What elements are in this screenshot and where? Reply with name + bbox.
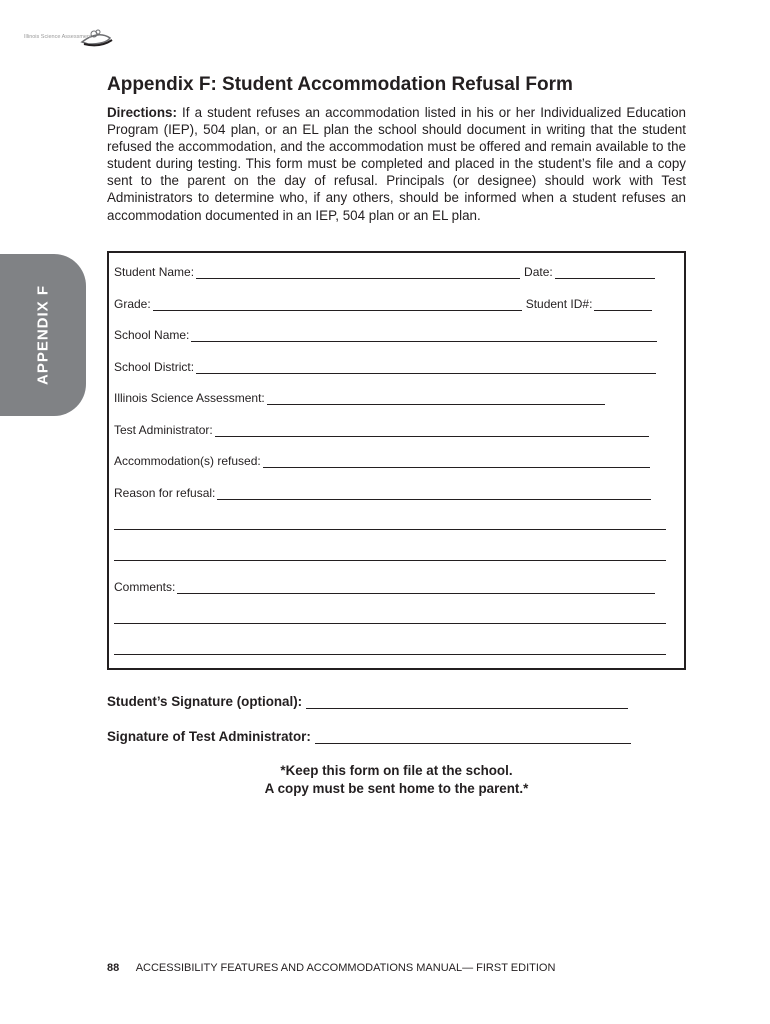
directions-text: If a student refuses an accommodation listed in his or her Individualized Education Program (IEP), 504 plan, or an EL plan the school should document in writing that the student refused the accommodation, and the accommodation must be offered and remain available to the student during testing. This form must be completed and placed in the student’s file and a copy sent to the parent on the day of refusal. Principals (or designee) should work with Test Administrators to determine who, if any others, should be informed when a student refuses an accommodation documented in an IEP, 504 plan or an EL plan. xyxy=(107,105,686,223)
administrator-signature-label: Signature of Test Administrator: xyxy=(107,729,311,744)
copy-home-note: A copy must be sent home to the parent.* xyxy=(264,781,529,796)
comments-field[interactable] xyxy=(114,580,655,594)
manual-title: ACCESSIBILITY FEATURES AND ACCOMMODATIONS MANUAL— FIRST EDITION xyxy=(135,962,556,974)
administrator-signature-field[interactable] xyxy=(107,729,631,744)
school-name-label: School Name: xyxy=(114,328,190,342)
assessment-label: Illinois Science Assessment: xyxy=(114,391,265,405)
keep-on-file-note: *Keep this form on file at the school. xyxy=(280,763,513,778)
accommodations-refused-label: Accommodation(s) refused: xyxy=(114,454,261,468)
school-district-line[interactable] xyxy=(196,363,656,374)
page-footer xyxy=(107,962,555,974)
student-id-label: Student ID#: xyxy=(525,297,593,311)
student-signature-line[interactable] xyxy=(306,697,628,709)
school-district-label: School District: xyxy=(114,360,195,374)
assessment-line[interactable] xyxy=(267,394,605,405)
test-administrator-line[interactable] xyxy=(215,426,649,437)
date-label: Date: xyxy=(524,265,553,279)
refusal-form xyxy=(107,251,686,670)
accommodations-refused-field[interactable] xyxy=(114,454,650,468)
reason-extra-line[interactable] xyxy=(114,560,666,561)
reason-label: Reason for refusal: xyxy=(114,486,216,500)
appendix-side-tab xyxy=(0,254,86,416)
comments-extra-line[interactable] xyxy=(114,623,666,624)
grade-line[interactable] xyxy=(153,300,522,311)
administrator-signature-line[interactable] xyxy=(315,732,631,744)
comments-extra-line[interactable] xyxy=(114,654,666,655)
header-logo-text: Illinois Science Assessment xyxy=(24,34,92,40)
page-number: 88 xyxy=(107,962,120,974)
accommodations-refused-line[interactable] xyxy=(263,457,650,468)
student-signature-label: Student’s Signature (optional): xyxy=(107,694,303,709)
page-title: Appendix F: Student Accommodation Refusal Form xyxy=(107,74,573,95)
student-signature-field[interactable] xyxy=(107,694,628,709)
school-name-line[interactable] xyxy=(191,331,657,342)
directions-paragraph xyxy=(107,104,686,224)
grade-label: Grade: xyxy=(114,297,151,311)
side-tab-label: APPENDIX F xyxy=(34,284,52,386)
grade-field[interactable] xyxy=(114,297,652,311)
student-name-label: Student Name: xyxy=(114,265,195,279)
student-name-field[interactable] xyxy=(114,265,655,279)
date-line[interactable] xyxy=(555,268,655,279)
comments-line[interactable] xyxy=(177,583,655,594)
assessment-field[interactable] xyxy=(114,391,605,405)
school-name-field[interactable] xyxy=(114,328,657,342)
school-district-field[interactable] xyxy=(114,360,656,374)
reason-extra-line[interactable] xyxy=(114,529,666,530)
test-administrator-label: Test Administrator: xyxy=(114,423,213,437)
comments-label: Comments: xyxy=(114,580,176,594)
reason-line[interactable] xyxy=(217,489,651,500)
reason-field[interactable] xyxy=(114,486,651,500)
test-administrator-field[interactable] xyxy=(114,423,649,437)
student-name-line[interactable] xyxy=(196,268,520,279)
student-id-line[interactable] xyxy=(594,300,652,311)
directions-lead: Directions: xyxy=(107,105,177,120)
